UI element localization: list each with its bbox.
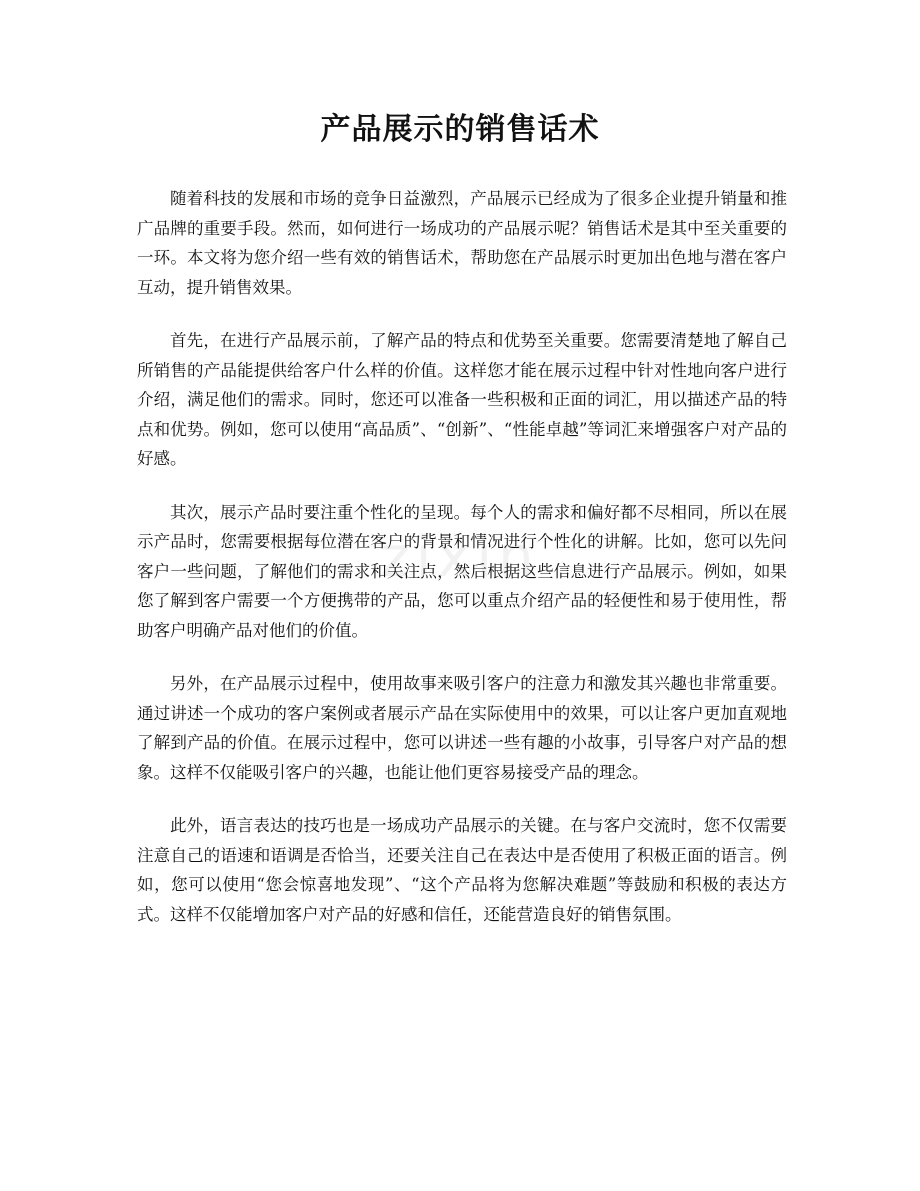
document-body	[137, 184, 787, 953]
paragraph-3: 其次，展示产品时要注重个性化的呈现。每个人的需求和偏好都不尽相同，所以在展示产品时，您需要根据每位潜在客户的背景和情况进行个性化的讲解。比如，您可以先问客户一些问题，了解他们的需求和关注点，然后根据这些信息进行产品展示。例如，如果您了解到客户需要一个方便携带的产品，您可以重点介绍产品的轻便性和易于使用性，帮助客户明确产品对他们的价值。	[137, 502, 787, 640]
watermark: zixin	[380, 525, 540, 590]
paragraph-2: 首先，在进行产品展示前，了解产品的特点和优势至关重要。您需要清楚地了解自己所销售的产品能提供给客户什么样的价值。这样您才能在展示过程中针对性地向客户进行介绍，满足他们的需求。同时，您还可以准备一些积极和正面的词汇，用以描述产品的特点和优势。例如，您可以使用“高品质”、“创新”、“性能卓越”等词汇来增强客户对产品的好感。	[137, 331, 787, 468]
paragraph-1: 随着科技的发展和市场的竞争日益激烈，产品展示已经成为了很多企业提升销量和推广品牌的重要手段。然而，如何进行一场成功的产品展示呢？销售话术是其中至关重要的一环。本文将为您介绍一些有效的销售话术，帮助您在产品展示时更加出色地与潜在客户互动，提升销售效果。	[137, 189, 787, 297]
paragraph-4: 另外，在产品展示过程中，使用故事来吸引客户的注意力和激发其兴趣也非常重要。通过讲述一个成功的客户案例或者展示产品在实际使用中的效果，可以让客户更加直观地了解到产品的价值。在展示过程中，您可以讲述一些有趣的小故事，引导客户对产品的想象。这样不仅能吸引客户的兴趣，也能让他们更容易接受产品的理念。	[137, 674, 787, 782]
document-title: 产品展示的销售话术	[320, 112, 600, 147]
paragraph-5: 此外，语言表达的技巧也是一场成功产品展示的关键。在与客户交流时，您不仅需要注意自己的语速和语调是否恰当，还要关注自己在表达中是否使用了积极正面的语言。例如，您可以使用“您会惊喜地发现”、“这个产品将为您解决难题”等鼓励和积极的表达方式。这样不仅能增加客户对产品的好感和信任，还能营造良好的销售氛围。	[137, 816, 787, 924]
